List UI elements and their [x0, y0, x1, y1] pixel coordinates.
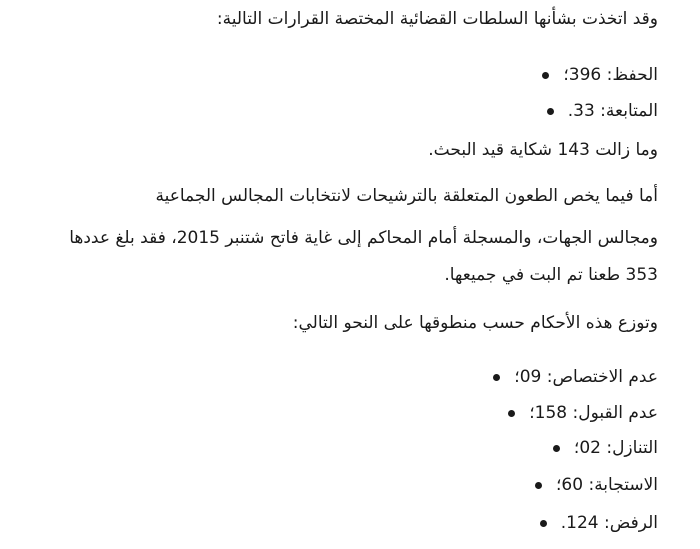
ruling-item-label: التنازل: 02؛: [573, 438, 658, 458]
bullet-icon: [553, 445, 560, 452]
distribution-intro-text: وتوزع هذه الأحكام حسب منطوقها على النحو التالي:: [292, 313, 658, 333]
bullet-icon: [508, 410, 515, 417]
ruling-item-inadmissibility: [508, 402, 658, 424]
ruling-item-withdrawal: [553, 437, 658, 459]
ruling-item-lack-of-jurisdiction: [493, 366, 658, 388]
bullet-icon: [542, 72, 549, 79]
bullet-icon: [540, 520, 547, 527]
decision-item-label: المتابعة: 33.: [567, 101, 658, 121]
ruling-item-label: عدم الاختصاص: 09؛: [514, 367, 658, 387]
ruling-item-label: الاستجابة: 60؛: [556, 475, 658, 495]
decision-item-prosecution: [547, 100, 658, 122]
paragraph-line: 353 طعنا تم البت في جميعها.: [444, 265, 658, 285]
intro-text: وقد اتخذت بشأنها السلطات القضائية المختصة القرارات التالية:: [216, 9, 658, 29]
decision-item-label: الحفظ: 396؛: [563, 65, 658, 85]
pending-text: وما زالت 143 شكاية قيد البحث.: [428, 140, 658, 160]
ruling-item-acceptance: [535, 474, 658, 496]
bullet-icon: [535, 482, 542, 489]
paragraph-line: أما فيما يخص الطعون المتعلقة بالترشيحات لانتخابات المجالس الجماعية: [155, 186, 658, 206]
bullet-icon: [493, 374, 500, 381]
bullet-icon: [547, 108, 554, 115]
paragraph-line: ومجالس الجهات، والمسجلة أمام المحاكم إلى غاية فاتح شتنبر 2015، فقد بلغ عددها: [69, 228, 658, 248]
ruling-item-label: الرفض: 124.: [560, 513, 658, 533]
decision-item-archive: [542, 64, 658, 86]
ruling-item-label: عدم القبول: 158؛: [529, 403, 658, 423]
ruling-item-rejection: [540, 512, 658, 534]
